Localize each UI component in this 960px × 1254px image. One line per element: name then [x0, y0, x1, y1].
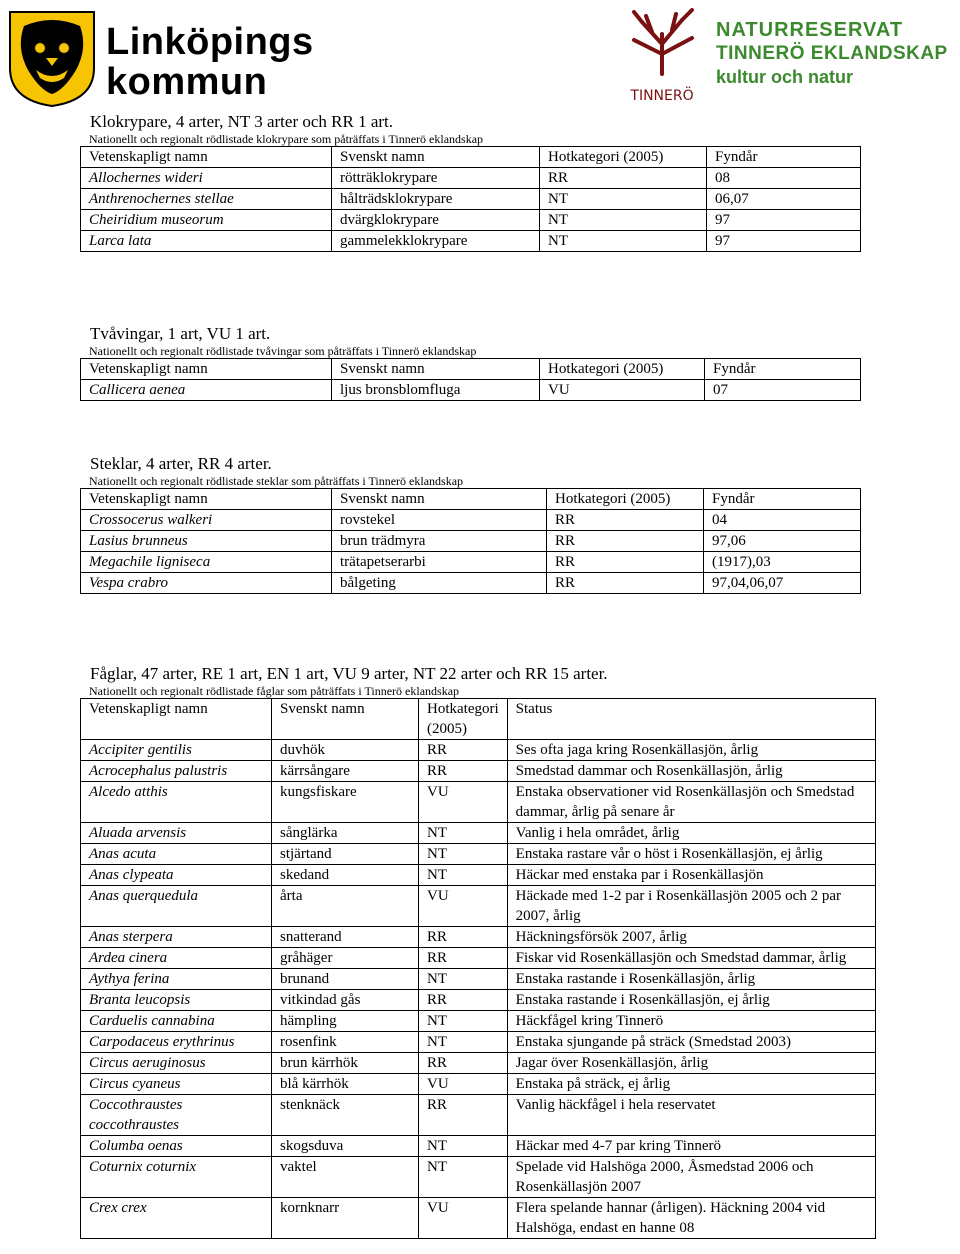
section-subtitle: Nationellt och regionalt rödlistade steklar som påträffats i Tinnerö eklandskap	[89, 474, 464, 488]
table-row	[81, 823, 876, 844]
threat-category: NT	[419, 844, 508, 865]
table-row	[81, 886, 876, 927]
swedish-name: trätapetserarbi	[332, 552, 547, 573]
table-row	[81, 552, 861, 573]
swedish-name: snatterand	[272, 927, 419, 948]
threat-category: RR	[419, 927, 508, 948]
scientific-name: Carpodaceus erythrinus	[81, 1032, 272, 1053]
table-row	[81, 927, 876, 948]
scientific-name: Alcedo atthis	[81, 782, 272, 823]
find-year: 97	[707, 210, 861, 231]
table-header-row	[81, 359, 861, 380]
scientific-name: Columba oenas	[81, 1136, 272, 1157]
table-row	[81, 1032, 876, 1053]
status-text: Spelade vid Halshöga 2000, Åsmedstad 2006 och Rosenkällasjön 2007	[507, 1157, 875, 1198]
header-cell: Vetenskapligt namn	[81, 699, 272, 740]
scientific-name: Allochernes wideri	[81, 168, 332, 189]
swedish-name: vaktel	[272, 1157, 419, 1198]
threat-category: NT	[540, 189, 707, 210]
section-klokrypare	[80, 112, 880, 252]
status-text: Häckade med 1-2 par i Rosenkällasjön 2005 och 2 par 2007, årlig	[507, 886, 875, 927]
scientific-name: Vespa crabro	[81, 573, 332, 594]
status-text: Flera spelande hannar (årligen). Häckning 2004 vid Halshöga, endast en hanne 08	[507, 1198, 875, 1239]
table-row	[81, 531, 861, 552]
swedish-name: rovstekel	[332, 510, 547, 531]
status-text: Jagar över Rosenkällasjön, årlig	[507, 1053, 875, 1074]
scientific-name: Anas clypeata	[81, 865, 272, 886]
threat-category: RR	[419, 1095, 508, 1136]
section-title: Tvåvingar, 1 art, VU 1 art.	[90, 324, 271, 343]
threat-category: RR	[547, 573, 704, 594]
header-cell: Vetenskapligt namn	[81, 489, 332, 510]
threat-category: RR	[419, 948, 508, 969]
status-text: Ses ofta jaga kring Rosenkällasjön, årlig	[507, 740, 875, 761]
threat-category: RR	[419, 990, 508, 1011]
table-header-row	[81, 699, 876, 740]
threat-category: NT	[419, 823, 508, 844]
scientific-name: Callicera aenea	[81, 380, 332, 401]
scientific-name: Coturnix coturnix	[81, 1157, 272, 1198]
swedish-name: duvhök	[272, 740, 419, 761]
table-row	[81, 380, 861, 401]
scientific-name: Cheiridium museorum	[81, 210, 332, 231]
swedish-name: kungsfiskare	[272, 782, 419, 823]
lion-shield-icon	[6, 8, 98, 108]
swedish-name: brun kärrhök	[272, 1053, 419, 1074]
header-cell: Svenskt namn	[332, 359, 540, 380]
scientific-name: Accipiter gentilis	[81, 740, 272, 761]
table-row	[81, 761, 876, 782]
bird-table	[80, 698, 876, 1239]
scientific-name: Aluada arvensis	[81, 823, 272, 844]
table-row	[81, 231, 861, 252]
scientific-name: Branta leucopsis	[81, 990, 272, 1011]
status-text: Enstaka rastande i Rosenkällasjön, årlig	[507, 969, 875, 990]
section-subtitle: Nationellt och regionalt rödlistade tvåvingar som påträffats i Tinnerö eklandskap	[89, 344, 477, 358]
reserve-logo-text	[716, 18, 948, 89]
swedish-name: rosenfink	[272, 1032, 419, 1053]
tree-logo-text: TINNERÖ	[630, 88, 694, 104]
threat-category: NT	[540, 231, 707, 252]
threat-category: NT	[419, 1011, 508, 1032]
find-year: 08	[707, 168, 861, 189]
header-cell: Hotkategori (2005)	[540, 147, 707, 168]
swedish-name: blå kärrhök	[272, 1074, 419, 1095]
table-row	[81, 740, 876, 761]
table-row	[81, 573, 861, 594]
threat-category: NT	[419, 1136, 508, 1157]
find-year: 07	[705, 380, 861, 401]
threat-category: VU	[419, 1074, 508, 1095]
find-year: (1917),03	[704, 552, 861, 573]
section-faglar	[80, 664, 882, 1239]
swedish-name: brun trädmyra	[332, 531, 547, 552]
threat-category: RR	[547, 510, 704, 531]
find-year: 97,04,06,07	[704, 573, 861, 594]
scientific-name: Acrocephalus palustris	[81, 761, 272, 782]
find-year: 97,06	[704, 531, 861, 552]
find-year: 06,07	[707, 189, 861, 210]
scientific-name: Circus aeruginosus	[81, 1053, 272, 1074]
table-row	[81, 210, 861, 231]
table-row	[81, 1136, 876, 1157]
threat-category: RR	[419, 1053, 508, 1074]
header-cell: Hotkategori (2005)	[540, 359, 705, 380]
swedish-name: stjärtand	[272, 844, 419, 865]
species-table	[80, 358, 861, 401]
header-cell: Fyndår	[705, 359, 861, 380]
status-text: Häckfågel kring Tinnerö	[507, 1011, 875, 1032]
scientific-name: Anas sterpera	[81, 927, 272, 948]
table-row	[81, 865, 876, 886]
swedish-name: sånglärka	[272, 823, 419, 844]
scientific-name: Anas acuta	[81, 844, 272, 865]
header-cell: Hotkategori (2005)	[547, 489, 704, 510]
status-text: Enstaka rastare vår o höst i Rosenkällasjön, ej årlig	[507, 844, 875, 865]
scientific-name: Anthrenochernes stellae	[81, 189, 332, 210]
threat-category: RR	[419, 761, 508, 782]
find-year: 97	[707, 231, 861, 252]
table-row	[81, 948, 876, 969]
section-steklar	[80, 454, 880, 594]
tree-icon	[612, 4, 712, 108]
table-row	[81, 990, 876, 1011]
section-subtitle: Nationellt och regionalt rödlistade klokrypare som påträffats i Tinnerö eklandskap	[89, 132, 484, 146]
swedish-name: ljus bronsblomfluga	[332, 380, 540, 401]
reserve-line3: kultur och natur	[716, 67, 854, 87]
header-cell: Svenskt namn	[332, 147, 540, 168]
table-header-row	[81, 147, 861, 168]
table-row	[81, 782, 876, 823]
linkoping-logo-text	[106, 22, 314, 102]
linkoping-line1: Linköpings	[106, 21, 314, 63]
status-text: Vanlig i hela området, årlig	[507, 823, 875, 844]
table-row	[81, 1198, 876, 1239]
status-text: Enstaka på sträck, ej årlig	[507, 1074, 875, 1095]
status-text: Smedstad dammar och Rosenkällasjön, årlig	[507, 761, 875, 782]
threat-category: RR	[547, 552, 704, 573]
table-row	[81, 189, 861, 210]
threat-category: VU	[419, 1198, 508, 1239]
scientific-name: Aythya ferina	[81, 969, 272, 990]
threat-category: VU	[419, 782, 508, 823]
swedish-name: hålträdsklokrypare	[332, 189, 540, 210]
scientific-name: Crex crex	[81, 1198, 272, 1239]
table-row	[81, 1011, 876, 1032]
swedish-name: kärrsångare	[272, 761, 419, 782]
status-text: Enstaka observationer vid Rosenkällasjön och Smedstad dammar, årlig på senare år	[507, 782, 875, 823]
status-text: Häckningsförsök 2007, årlig	[507, 927, 875, 948]
scientific-name: Lasius brunneus	[81, 531, 332, 552]
swedish-name: stenknäck	[272, 1095, 419, 1136]
threat-category: NT	[419, 1032, 508, 1053]
status-text: Häckar med 4-7 par kring Tinnerö	[507, 1136, 875, 1157]
section-tvavingar	[80, 324, 880, 401]
species-table	[80, 146, 861, 252]
table-row	[81, 1157, 876, 1198]
swedish-name: gråhäger	[272, 948, 419, 969]
threat-category: NT	[419, 1157, 508, 1198]
swedish-name: rötträklokrypare	[332, 168, 540, 189]
section-title: Steklar, 4 arter, RR 4 arter.	[90, 454, 272, 473]
scientific-name: Anas querquedula	[81, 886, 272, 927]
threat-category: RR	[419, 740, 508, 761]
section-subtitle: Nationellt och regionalt rödlistade fåglar som påträffats i Tinnerö eklandskap	[89, 684, 460, 698]
status-text: Fiskar vid Rosenkällasjön och Smedstad dammar, årlig	[507, 948, 875, 969]
scientific-name: Megachile ligniseca	[81, 552, 332, 573]
scientific-name: Larca lata	[81, 231, 332, 252]
bird-rows	[81, 740, 876, 1239]
scientific-name: Coccothraustes coccothraustes	[81, 1095, 272, 1136]
header-cell: Svenskt namn	[332, 489, 547, 510]
table-header-row	[81, 489, 861, 510]
reserve-line1: NATURRESERVAT	[716, 19, 904, 41]
table-row	[81, 844, 876, 865]
threat-category: RR	[547, 531, 704, 552]
table-row	[81, 969, 876, 990]
linkoping-line2: kommun	[106, 61, 268, 103]
header-cell: Fyndår	[707, 147, 861, 168]
threat-category: VU	[419, 886, 508, 927]
reserve-line2: TINNERÖ EKLANDSKAP	[716, 43, 948, 64]
scientific-name: Circus cyaneus	[81, 1074, 272, 1095]
threat-category: NT	[419, 969, 508, 990]
swedish-name: hämpling	[272, 1011, 419, 1032]
header-cell: Vetenskapligt namn	[81, 359, 332, 380]
swedish-name: dvärgklokrypare	[332, 210, 540, 231]
section-title: Klokrypare, 4 arter, NT 3 arter och RR 1 art.	[90, 112, 394, 131]
scientific-name: Crossocerus walkeri	[81, 510, 332, 531]
status-text: Häckar med enstaka par i Rosenkällasjön	[507, 865, 875, 886]
swedish-name: kornknarr	[272, 1198, 419, 1239]
status-text: Enstaka rastande i Rosenkällasjön, ej årlig	[507, 990, 875, 1011]
table-row	[81, 168, 861, 189]
scientific-name: Carduelis cannabina	[81, 1011, 272, 1032]
section-title: Fåglar, 47 arter, RE 1 art, EN 1 art, VU 9 arter, NT 22 arter och RR 15 arter.	[90, 664, 608, 683]
swedish-name: vitkindad gås	[272, 990, 419, 1011]
table-row	[81, 510, 861, 531]
swedish-name: bålgeting	[332, 573, 547, 594]
status-text: Vanlig häckfågel i hela reservatet	[507, 1095, 875, 1136]
scientific-name: Ardea cinera	[81, 948, 272, 969]
threat-category: RR	[540, 168, 707, 189]
swedish-name: skogsduva	[272, 1136, 419, 1157]
threat-category: VU	[540, 380, 705, 401]
table-row	[81, 1074, 876, 1095]
find-year: 04	[704, 510, 861, 531]
header-cell: Hotkategori (2005)	[419, 699, 508, 740]
table-row	[81, 1053, 876, 1074]
species-table	[80, 488, 861, 594]
swedish-name: skedand	[272, 865, 419, 886]
threat-category: NT	[540, 210, 707, 231]
swedish-name: årta	[272, 886, 419, 927]
swedish-name: brunand	[272, 969, 419, 990]
header-cell: Fyndår	[704, 489, 861, 510]
header-cell: Status	[507, 699, 875, 740]
table-row	[81, 1095, 876, 1136]
threat-category: NT	[419, 865, 508, 886]
swedish-name: gammelekklokrypare	[332, 231, 540, 252]
page-header	[0, 0, 960, 110]
status-text: Enstaka sjungande på sträck (Smedstad 2003)	[507, 1032, 875, 1053]
header-cell: Svenskt namn	[272, 699, 419, 740]
header-cell: Vetenskapligt namn	[81, 147, 332, 168]
